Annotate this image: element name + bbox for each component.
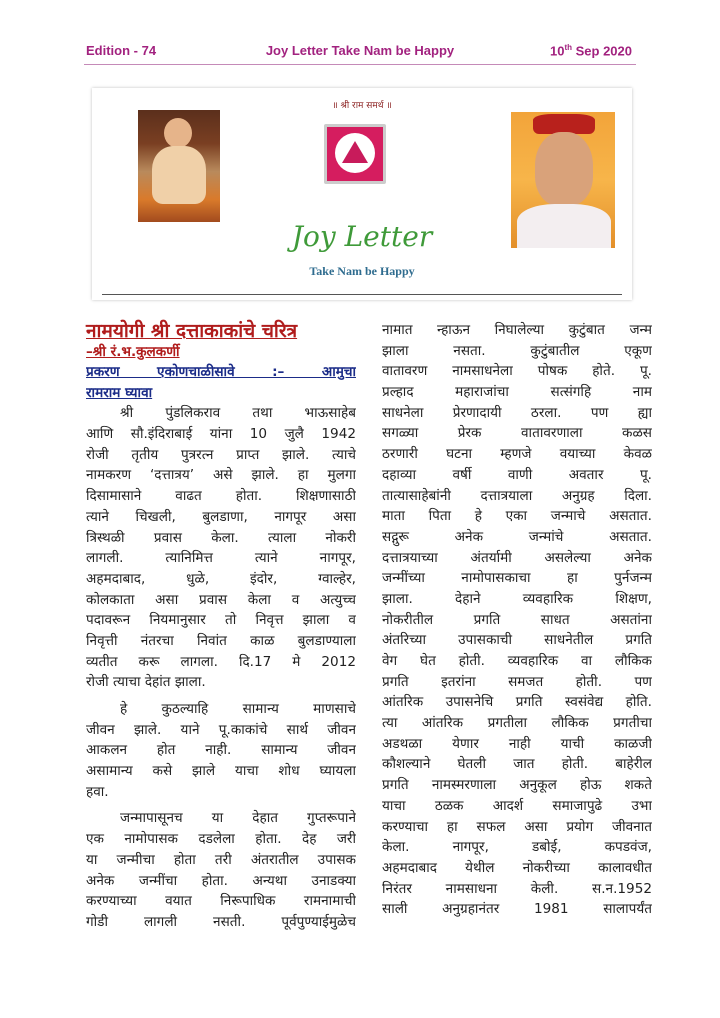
text-line: जीवन झाले. याने पू.काकांचे सार्थ जीवन — [86, 721, 356, 738]
date-day: 10 — [549, 43, 565, 59]
newsletter-title: Joy Letter Take Nam be Happy — [265, 43, 455, 58]
text-line: अनेक जन्मींचा होता. अन्यथा उनाडक्या — [86, 872, 356, 889]
chapter-heading — [86, 362, 356, 403]
edition-label: Edition - 74 — [86, 43, 157, 58]
paragraph-2 — [86, 699, 356, 802]
article-title: नामयोगी श्री दत्ताकाकांचे चरित्र — [86, 320, 298, 342]
text-line: वेग घेत होती. व्यवहारिक वा लौकिक — [382, 653, 652, 669]
text-line: जन्मापासूनच या देहात गुप्तरूपाने — [120, 810, 356, 827]
paragraph-continued — [382, 320, 652, 920]
text-line: माता पिता हे एका जन्माचे असतात. — [382, 508, 652, 525]
text-line: झाला. देहाने व्यवहारिक शिक्षण, — [382, 590, 652, 607]
text-line: अंतरिच्या उपासकाची साधनेतील प्रगति — [382, 632, 652, 649]
text-line: करण्याच्या वयात निरूपाधिक रामनामाची — [86, 893, 356, 910]
article-column-right — [382, 320, 652, 920]
brand-name: Joy Letter — [291, 220, 433, 253]
page-header — [84, 40, 636, 65]
article-author: –श्री रं.भ.कुलकर्णी — [86, 344, 180, 360]
paragraph-1 — [86, 403, 356, 693]
text-line: निरंतर नामसाधना केली. स.न.1952 — [382, 880, 652, 897]
text-line: जन्मींच्या नामोपासकाचा हा पुर्नजन्म — [382, 570, 652, 587]
date-suffix: th — [564, 43, 572, 52]
text-line: आकलन होत नाही. सामान्य जीवन — [86, 742, 356, 759]
text-line: झाला नसता. कुटुंबातील एकूण — [382, 342, 652, 359]
text-line: साली अनुग्रहानंतर 1981 सालापर्यंत — [382, 901, 652, 918]
logo-triangle — [342, 141, 368, 163]
author-photo — [511, 112, 615, 248]
text-line: दहाव्या वर्षी वाणी अवतार पू. — [382, 466, 652, 483]
text-line: अहमदाबाद, धुळे, इंदोर, ग्वाल्हेर, — [86, 570, 356, 587]
text-line: व्यतीत करू लागला. दि.17 मे 2012 — [86, 653, 356, 670]
brand-subtitle: Take Nam be Happy — [309, 264, 415, 278]
text-line: आणि सौ.इंदिराबाई यांना 10 जुलै 1942 — [86, 426, 356, 443]
chapter-heading-line: प्रकरण एकोणचाळीसावे :– आमुचा — [86, 364, 356, 380]
text-line: केला. नागपूर, डबोई, कपडवंज, — [382, 839, 652, 856]
text-line: हवा. — [86, 783, 109, 800]
joy-letter-logo — [324, 124, 386, 184]
text-line: अहमदाबाद येथील नोकरीच्या कालावधीत — [382, 859, 652, 876]
text-line: त्रिस्थळी प्रवास केला. त्याला नोकरी — [86, 529, 356, 546]
text-line: ठरणारी घटना म्हणजे वयाच्या केवळ — [382, 446, 652, 463]
text-line: असामान्य कसे झाले याचा शोध घ्यायला — [86, 763, 356, 780]
author-photo-cap — [533, 114, 595, 134]
text-line: सद्गुरू अनेक जन्मांचे असतात. — [382, 528, 652, 545]
text-line: सगळ्या प्रेरक वातावरणाला कळस — [382, 425, 652, 442]
text-line: आंतरिक उपासनेचि प्रगति स्वसंवेद्य होति. — [382, 694, 652, 711]
text-line: श्री पुंडलिकराव तथा भाऊसाहेब — [120, 405, 356, 422]
date-rest: Sep 2020 — [572, 43, 632, 59]
text-line: त्या आंतरिक प्रगतीला लौकिक प्रगतीचा — [382, 715, 652, 732]
paragraph-3 — [86, 808, 356, 932]
saint-photo-body — [152, 146, 206, 204]
text-line: लागली. त्यानिमित्त त्याने नागपूर, — [86, 550, 356, 567]
text-line: पदावरून नियमानुसार तो निवृत्त झाला व — [86, 612, 356, 629]
text-line: या जन्मीचा होता तरी अंतरातील उपासक — [86, 851, 356, 868]
text-line: दत्तात्रयाच्या अंतर्यामी असलेल्या अनेक — [382, 549, 652, 566]
banner-divider — [102, 294, 622, 295]
banner-tagline: ॥ श्री राम समर्थ ॥ — [332, 101, 392, 111]
saint-photo — [138, 110, 220, 222]
author-photo-shirt — [517, 204, 611, 248]
text-line: नामकरण ‘दत्तात्रय’ असे झाले. हा मुलगा — [86, 467, 356, 484]
text-line: याचा ठळक आदर्श समाजापुढे उभा — [382, 797, 652, 814]
text-line: निवृत्ती नंतरचा निवांत काळ बुलडाण्याला — [86, 632, 356, 649]
text-line: रोजी त्याचा देहांत झाला. — [86, 674, 206, 691]
text-line: एक नामोपासक दडलेला होता. देह जरी — [86, 831, 356, 848]
text-line: प्रगति इतरांना समजत होती. पण — [382, 673, 652, 690]
text-line: तात्यासाहेबांनी दत्तात्रयाला अनुग्रह दिला. — [382, 487, 652, 504]
text-line: हे कुठल्याहि सामान्य माणसाचे — [120, 701, 356, 717]
author-photo-face — [535, 132, 593, 206]
text-line: नोकरीतील प्रगति साधत असतांना — [382, 611, 652, 628]
chapter-heading-line: रामराम घ्यावा — [86, 384, 153, 401]
text-line: कौशल्याने घेतली जात होती. बाहेरील — [382, 756, 652, 773]
text-line: वातावरण नामसाधनेला पोषक होते. पू. — [382, 363, 652, 380]
text-line: त्याने चिखली, बुलडाणा, नागपूर असा — [86, 508, 356, 525]
text-line: नामात न्हाऊन निघालेल्या कुटुंबात जन्म — [382, 322, 652, 338]
text-line: अडथळा येणार नाही याची काळजी — [382, 735, 652, 752]
text-line: साधनेला प्रेरणादायी ठरला. पण ह्या — [382, 404, 652, 421]
issue-date — [550, 43, 632, 58]
masthead-banner — [92, 88, 632, 300]
text-line: करण्याचा हा सफल असा प्रयोग जीवनात — [382, 818, 652, 835]
text-line: कोलकाता असा प्रवास केला व अत्युच्च — [86, 591, 356, 608]
text-line: रोजी तृतीय पुत्ररत्न प्राप्त झाले. त्याचे — [86, 446, 356, 463]
text-line: प्रगति नामस्मरणाला अनुकूल होऊ शकते — [382, 777, 652, 794]
text-line: दिसामासाने वाढत होता. शिक्षणासाठी — [86, 488, 356, 505]
text-line: प्रल्हाद महाराजांचा सत्संगहि नाम — [382, 384, 652, 401]
article-column-left — [86, 320, 356, 933]
text-line: गोडी लागली नसती. पूर्वपुण्याईमुळेच — [86, 913, 356, 930]
saint-photo-head — [164, 118, 192, 148]
